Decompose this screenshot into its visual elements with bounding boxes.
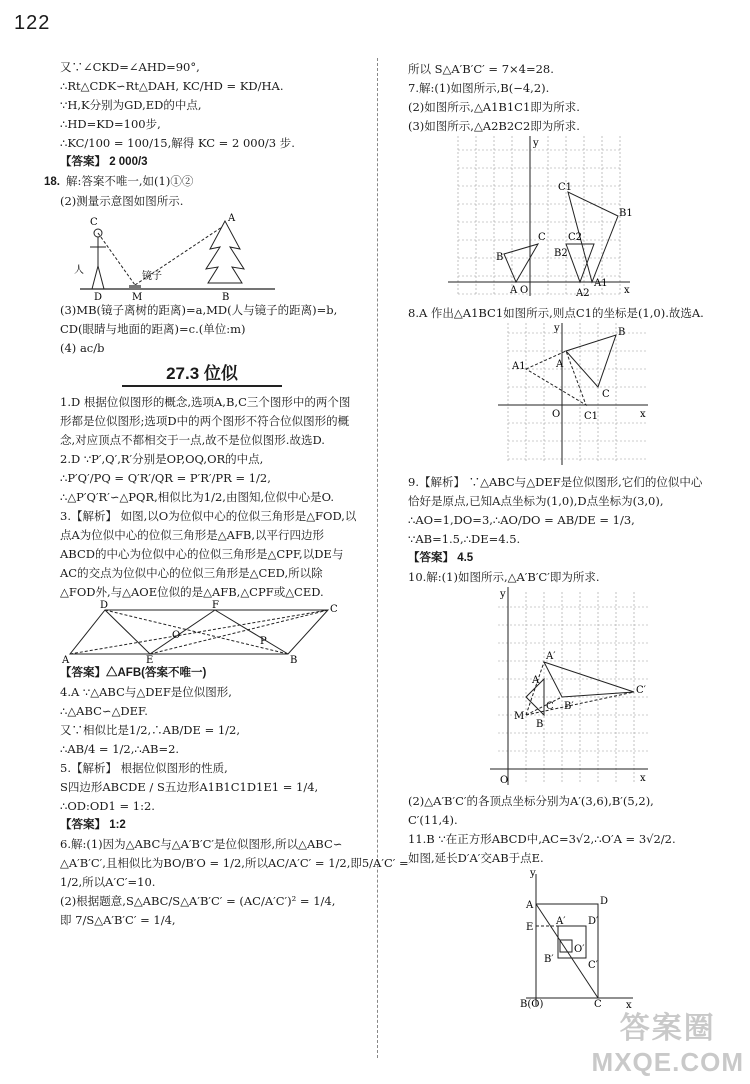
text-line: 点A为位似中心的位似三角形是△AFB,以平行四边形 bbox=[60, 528, 325, 542]
point-label: B′ bbox=[544, 954, 554, 965]
mirror-label: 镜子 bbox=[142, 271, 162, 282]
text-line: 形都是位似图形;选项D中的两个图形不符合位似图形的概 bbox=[60, 414, 350, 428]
grid-figure-q8 bbox=[408, 323, 646, 473]
text-line: 8.A 作出△A1BC1如图所示,则点C1的坐标是(1,0).故选A. bbox=[408, 306, 704, 320]
text-line: 5.【解析】 根据位似图形的性质, bbox=[60, 761, 228, 775]
point-label: B bbox=[496, 252, 504, 263]
text-line: (2)如图所示,△A1B1C1即为所求. bbox=[408, 100, 580, 114]
text-line: 1.D 根据位似图形的概念,选项A,B,C三个图形中的两个图 bbox=[60, 395, 351, 409]
axis-label: x bbox=[624, 285, 630, 296]
axis-label: y bbox=[500, 589, 506, 600]
q11 bbox=[390, 830, 720, 1011]
text-line: ∴HD=KD=100步, bbox=[60, 117, 161, 131]
axis-label: y bbox=[554, 323, 560, 334]
axis-label: x bbox=[640, 773, 646, 784]
watermark-title: 答案圈 bbox=[619, 1012, 716, 1045]
point-label: A bbox=[228, 213, 236, 224]
q17-continued bbox=[42, 58, 364, 172]
point-label: D′ bbox=[588, 916, 599, 927]
point-label: E bbox=[526, 922, 534, 933]
q4 bbox=[42, 683, 364, 759]
text-line: 4.A ∵△ABC与△DEF是位似图形, bbox=[60, 685, 232, 699]
point-label: B bbox=[618, 327, 626, 338]
text-line: (2)根据题意,S△ABC/S△A′B′C′ = (AC/A′C′)² = 1/4, bbox=[60, 894, 336, 908]
point-label: C bbox=[90, 217, 98, 228]
answer-label: 【答案】 4.5 bbox=[408, 552, 474, 564]
point-label: A bbox=[532, 675, 540, 686]
watermark-url: MXQE.COM bbox=[591, 1047, 744, 1077]
watermark bbox=[592, 1003, 744, 1078]
point-label: D bbox=[94, 292, 103, 303]
q2 bbox=[42, 450, 364, 507]
point-label: A2 bbox=[576, 288, 590, 299]
parallelogram-figure bbox=[60, 602, 360, 664]
text-line: 3.【解析】 如图,以O为位似中心的位似三角形是△FOD,以 bbox=[60, 509, 357, 523]
point-label: C1 bbox=[558, 182, 573, 193]
text-line: 10.解:(1)如图所示,△A′B′C′即为所求. bbox=[408, 570, 600, 584]
q10 bbox=[390, 568, 720, 830]
point-label: A bbox=[556, 359, 564, 370]
point-label: M bbox=[514, 711, 525, 722]
point-label: C′ bbox=[588, 960, 598, 971]
point-label: E bbox=[146, 655, 154, 666]
section-title: 27.3 位似 bbox=[122, 364, 282, 387]
point-label: A1 bbox=[594, 278, 608, 289]
text-line: 又∵相似比是1/2,∴AB/DE = 1/2, bbox=[60, 723, 241, 737]
text-line: △FOD外,与△AOE位似的是△AFB,△CPF或△CED. bbox=[60, 585, 324, 599]
point-label: C1 bbox=[584, 411, 599, 422]
text-line: S四边形ABCDE / S五边形A1B1C1D1E1 = 1/4, bbox=[60, 780, 319, 794]
point-label: C′ bbox=[636, 685, 646, 696]
grid-figure-q10 bbox=[408, 587, 646, 792]
text-line: ∴△P′Q′R′∽△PQR,相似比为1/2,由图知,位似中心是O. bbox=[60, 490, 335, 504]
point-label: O bbox=[552, 409, 561, 420]
mirror-measurement-figure bbox=[60, 211, 290, 301]
text-line: △A′B′C′,且相似比为BO/B′O = 1/2,所以AC/A′C′ = 1/2,即5/A′C′ = bbox=[60, 856, 409, 870]
text-line: 6.解:(1)因为△ABC与△A′B′C′是位似图形,所以△ABC∽ bbox=[60, 837, 343, 851]
point-label: A bbox=[510, 285, 518, 296]
q3 bbox=[42, 507, 364, 683]
text-line: ∴P′Q′/PQ = Q′R′/QR = P′R′/PR = 1/2, bbox=[60, 471, 271, 485]
text-line: (3)如图所示,△A2B2C2即为所求. bbox=[408, 119, 580, 133]
right-column bbox=[390, 60, 720, 1011]
answer-label: 【答案】 2 000/3 bbox=[60, 156, 148, 168]
text-line: 又∵∠CKD=∠AHD=90°, bbox=[60, 60, 200, 74]
point-label: A1 bbox=[512, 361, 526, 372]
text-line: 即 7/S△A′B′C′ = 1/4, bbox=[60, 913, 176, 927]
text-line: C′(11,4). bbox=[408, 813, 458, 827]
point-label: B2 bbox=[554, 248, 568, 259]
point-label: B(O) bbox=[520, 999, 544, 1010]
text-line: ∴AB/4 = 1/2,∴AB=2. bbox=[60, 742, 180, 756]
text-line: 恰好是原点,已知A点坐标为(1,0),D点坐标为(3,0), bbox=[408, 494, 664, 508]
axis-label: y bbox=[530, 868, 536, 879]
text-line: (2)测量示意图如图所示. bbox=[60, 194, 184, 208]
text-line: ∴△ABC∽△DEF. bbox=[60, 704, 148, 718]
text-line: 11.B ∵在正方形ABCD中,AC=3√2,∴O′A = 3√2/2. bbox=[408, 832, 676, 846]
left-column bbox=[42, 58, 409, 930]
point-label: D bbox=[100, 600, 109, 611]
text-line: 7.解:(1)如图所示,B(−4,2). bbox=[408, 81, 550, 95]
point-label: C bbox=[602, 389, 610, 400]
q6 bbox=[42, 835, 409, 930]
text-line: 9.【解析】 ∵△ABC与△DEF是位似图形,它们的位似中心 bbox=[408, 475, 703, 489]
grid-figure-q7 bbox=[408, 136, 638, 304]
point-label: P bbox=[260, 636, 267, 647]
point-label: O bbox=[500, 775, 509, 786]
text-line: 解:答案不唯一,如(1)①② bbox=[66, 174, 194, 188]
page-number: 122 bbox=[14, 12, 51, 34]
text-line: CD(眼睛与地面的距离)=c.(单位:m) bbox=[60, 322, 246, 336]
point-label: D bbox=[600, 896, 609, 907]
axis-label: y bbox=[533, 138, 539, 149]
text-line: ∴Rt△CDK∽Rt△DAH, KC/HD = KD/HA. bbox=[60, 79, 284, 93]
q8 bbox=[390, 304, 720, 473]
point-label: C2 bbox=[568, 232, 583, 243]
person-label: 人 bbox=[74, 265, 84, 276]
point-label: C bbox=[546, 701, 554, 712]
point-label: B1 bbox=[619, 208, 633, 219]
text-line: ABCD的中心为位似中心的位似三角形是△CPF,以DE与 bbox=[60, 547, 344, 561]
point-label: A′ bbox=[546, 651, 556, 662]
point-label: A bbox=[62, 655, 70, 666]
point-label: A′ bbox=[556, 916, 566, 927]
point-label: M bbox=[132, 292, 143, 303]
column-divider bbox=[377, 58, 378, 1058]
axis-label: x bbox=[640, 409, 646, 420]
text-line: ∴OD:OD1 = 1:2. bbox=[60, 799, 155, 813]
point-label: O bbox=[520, 285, 529, 296]
axis-label: x bbox=[626, 1000, 632, 1011]
point-label: C bbox=[538, 232, 546, 243]
text-line: ∵H,K分别为GD,ED的中点, bbox=[60, 98, 202, 112]
point-label: A bbox=[526, 900, 534, 911]
q7 bbox=[390, 79, 720, 304]
point-label: B′ bbox=[564, 701, 574, 712]
text-line: (4) ac/b bbox=[60, 341, 105, 355]
answer-label: 【答案】△AFB(答案不唯一) bbox=[60, 667, 207, 679]
q5 bbox=[42, 759, 364, 835]
text-line: 1/2,所以A′C′=10. bbox=[60, 875, 156, 889]
text-line: 2.D ∵P′,Q′,R′分别是OP,OQ,OR的中点, bbox=[60, 452, 264, 466]
point-label: F bbox=[212, 600, 219, 611]
text-line: 如图,延长D′A′交AB于点E. bbox=[408, 851, 544, 865]
point-label: O′ bbox=[574, 944, 585, 955]
text-line: ∵AB=1.5,∴DE=4.5. bbox=[408, 532, 521, 546]
point-label: O bbox=[172, 630, 181, 641]
text-line: (3)MB(镜子离树的距离)=a,MD(人与镜子的距离)=b, bbox=[60, 303, 338, 317]
text-line: ∴AO=1,DO=3,∴AO/DO = AB/DE = 1/3, bbox=[408, 513, 635, 527]
point-label: C bbox=[594, 999, 602, 1010]
q1 bbox=[42, 393, 364, 450]
q18 bbox=[42, 172, 364, 358]
text-line: (2)△A′B′C′的各顶点坐标分别为A′(3,6),B′(5,2), bbox=[408, 794, 654, 808]
answer-label: 【答案】 1:2 bbox=[60, 819, 126, 831]
q9 bbox=[390, 473, 720, 568]
q6-continued bbox=[390, 60, 720, 79]
square-figure-q11 bbox=[408, 868, 638, 1011]
point-label: B bbox=[536, 719, 544, 730]
text-line: 念,对应顶点不都相交于一点,故不是位似图形.故选D. bbox=[60, 433, 325, 447]
point-label: C bbox=[330, 604, 338, 615]
point-label: B bbox=[222, 292, 230, 303]
text-line: ∴KC/100 = 100/15,解得 KC = 2 000/3 步. bbox=[60, 136, 295, 150]
question-number: 18. bbox=[44, 176, 60, 188]
point-label: B bbox=[290, 655, 298, 666]
text-line: AC的交点为位似中心的位似三角形是△CED,所以除 bbox=[60, 566, 323, 580]
text-line: 所以 S△A′B′C′ = 7×4=28. bbox=[408, 62, 554, 76]
